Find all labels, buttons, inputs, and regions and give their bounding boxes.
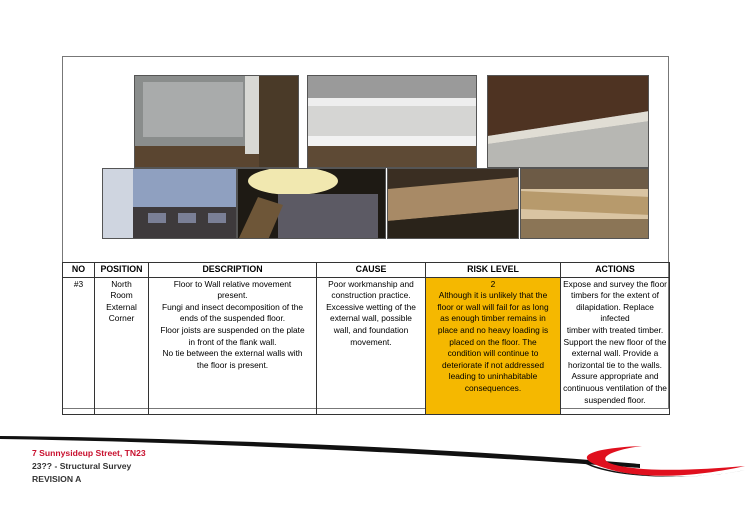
cell-text-line: external wall. Provide a <box>571 348 659 359</box>
cell-text-line: place and no heavy loading is <box>437 324 549 335</box>
cell-text-line: horizontal tie to the walls. <box>567 359 663 370</box>
cell-actions <box>561 277 670 414</box>
cell-text-line: Fungi and insect decomposition of the <box>161 301 304 312</box>
photo-joist-ends <box>237 168 386 239</box>
table-header-row <box>63 263 670 278</box>
cell-text-line: movement. <box>350 336 392 347</box>
photo-window-frame <box>307 75 477 168</box>
cell-text-line: leading to uninhabitable <box>448 371 538 382</box>
cell-text-line: ends of the suspended floor. <box>179 313 286 324</box>
cell-text-line: floor or wall will fail for as long <box>437 301 549 312</box>
header-description: DESCRIPTION <box>149 263 317 278</box>
cell-text-line: external wall, possible <box>330 313 412 324</box>
footer <box>32 447 146 486</box>
cell-text-line: continuous ventilation of the <box>563 382 667 393</box>
cell-text-line: condition will continue to <box>447 348 539 359</box>
cell-text-line: Floor joists are suspended on the plate <box>160 324 305 335</box>
cell-text-line: Although it is unlikely that the <box>438 290 548 301</box>
cell-text-line: Excessive wetting of the <box>326 301 416 312</box>
header-cause: CAUSE <box>317 263 426 278</box>
footer-project: 23?? - Structural Survey <box>32 461 132 471</box>
footer-revision: REVISION A <box>32 474 82 484</box>
cell-text-line: North <box>111 278 132 289</box>
cell-text-line: present. <box>217 290 248 301</box>
cell-text-line: Support the new floor of the <box>563 336 667 347</box>
photo-corner-floor <box>102 168 237 239</box>
risk-text <box>428 290 558 394</box>
cell-text-line: the floor is present. <box>196 359 269 370</box>
photo-window-sill <box>134 75 299 168</box>
cell-text-line: Room <box>110 290 133 301</box>
footer-address: 7 Sunnysideup Street, TN23 <box>32 448 146 458</box>
header-risk-level: RISK LEVEL <box>426 263 561 278</box>
cell-position <box>95 277 149 414</box>
cell-text-line: Corner <box>108 313 135 324</box>
photo-wall-junction <box>487 75 649 168</box>
header-actions: ACTIONS <box>561 263 670 278</box>
cell-text-line: Floor to Wall relative movement <box>173 278 292 289</box>
cell-description <box>149 277 317 414</box>
cell-text-line: dilapidation. Replace infected <box>576 301 654 324</box>
cell-text-line: wall, and foundation <box>333 324 409 335</box>
cell-text-line: construction practice. <box>331 290 411 301</box>
cell-risk-level <box>426 277 561 414</box>
cell-text-line: External <box>106 301 137 312</box>
cell-text-line: timber with treated timber. <box>566 324 664 335</box>
cell-text-line: Poor workmanship and <box>328 278 414 289</box>
cell-text-line: as enough timber remains in <box>440 313 546 324</box>
header-no: NO <box>63 263 95 278</box>
cell-text-line: Assure appropriate and <box>571 371 659 382</box>
defects-table <box>62 262 670 415</box>
header-position: POSITION <box>95 263 149 278</box>
risk-value: 2 <box>490 278 496 289</box>
cell-text-line: Expose and survey the floor <box>563 278 667 289</box>
cell-text-line: suspended floor. <box>584 394 646 405</box>
table-row <box>63 277 670 414</box>
cell-text-line: consequences. <box>464 382 522 393</box>
cell-no: #3 <box>63 277 95 414</box>
cell-cause <box>317 277 426 414</box>
photo-decayed-timber <box>387 168 519 239</box>
photo-plate-timber <box>520 168 649 239</box>
cell-text-line: deteriorate if not addressed <box>442 359 544 370</box>
cell-text-line: No tie between the external walls with <box>162 348 303 359</box>
cell-text-line: timbers for the extent of <box>571 290 659 301</box>
cell-text-line: in front of the flank wall. <box>188 336 277 347</box>
cell-text-line: placed on the floor. The <box>449 336 537 347</box>
